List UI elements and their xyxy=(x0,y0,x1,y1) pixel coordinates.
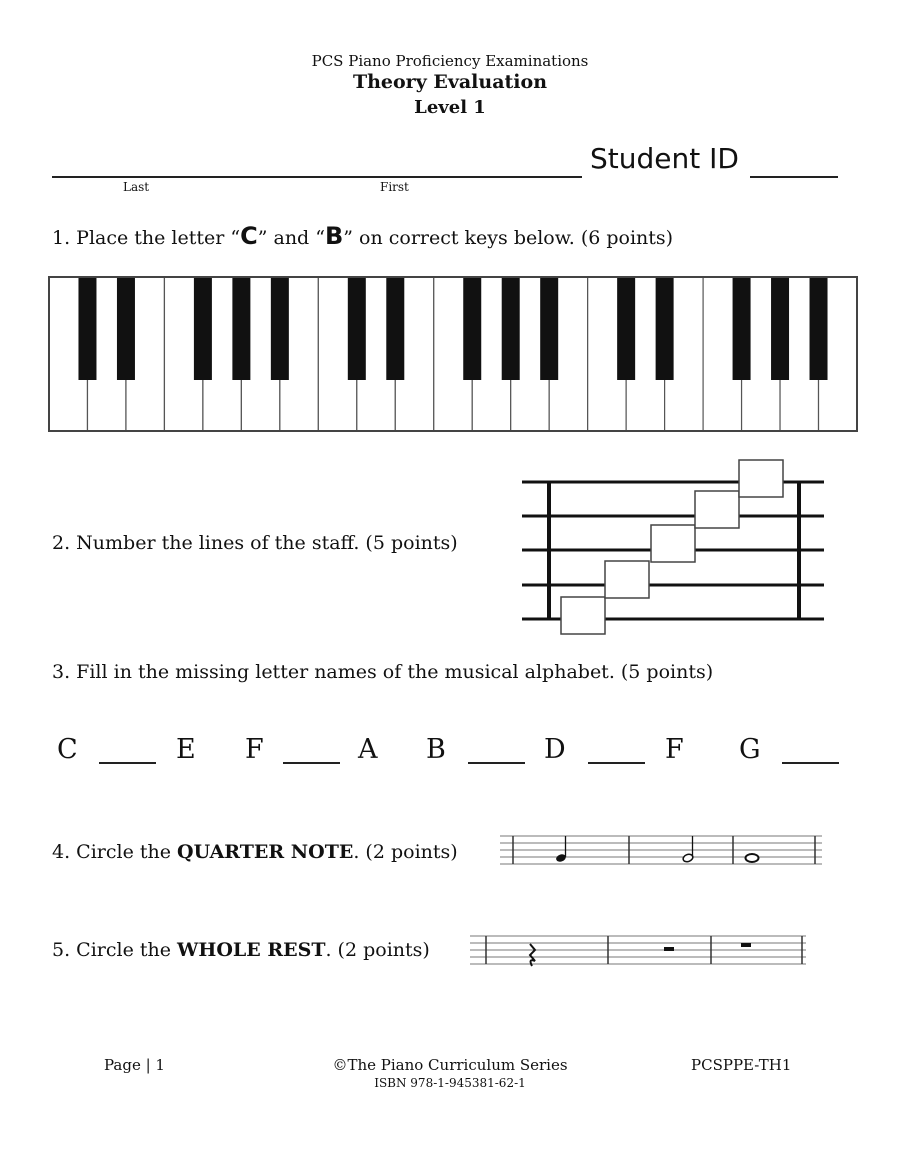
page-title: Theory Evaluation xyxy=(352,71,548,93)
alphabet-letter: D xyxy=(544,734,566,765)
question-5 xyxy=(52,939,430,961)
half-rest xyxy=(664,947,674,951)
alphabet-letter: F xyxy=(245,734,264,765)
student-id-label: Student ID xyxy=(590,142,739,175)
black-key xyxy=(232,277,250,380)
whole-rest xyxy=(741,943,751,947)
question-4 xyxy=(52,841,458,863)
black-key xyxy=(78,277,96,380)
alphabet-blank-2[interactable] xyxy=(283,762,340,764)
note-values-staff xyxy=(500,836,822,864)
document-code: PCSPPE-TH1 xyxy=(691,1056,792,1074)
alphabet-letter: B xyxy=(426,734,446,765)
alphabet-blank-1[interactable] xyxy=(99,762,156,764)
alphabet-letter: G xyxy=(739,734,761,765)
black-key xyxy=(733,277,751,380)
rest-values-staff xyxy=(470,936,806,966)
alphabet-letter: A xyxy=(358,734,378,765)
black-key xyxy=(502,277,520,380)
isbn: ISBN 978-1-945381-62-1 xyxy=(374,1076,526,1090)
alphabet-letter: E xyxy=(176,734,196,765)
black-key xyxy=(348,277,366,380)
black-key xyxy=(540,277,558,380)
question-4-suffix: . (2 points) xyxy=(353,841,458,863)
alphabet-blank-5[interactable] xyxy=(782,762,839,764)
black-key xyxy=(194,277,212,380)
whole-note xyxy=(746,854,759,862)
answer-box xyxy=(605,561,649,598)
alphabet-letter: F xyxy=(665,734,684,765)
black-key xyxy=(810,277,828,380)
black-key xyxy=(271,277,289,380)
black-key xyxy=(771,277,789,380)
black-key xyxy=(656,277,674,380)
question-3: 3. Fill in the missing letter names of the musical alphabet. (5 points) xyxy=(52,661,714,683)
question-2: 2. Number the lines of the staff. (5 points) xyxy=(52,532,458,554)
level-label: Level 1 xyxy=(414,97,486,118)
question-5-prefix: 5. Circle the xyxy=(52,939,178,961)
answer-box xyxy=(739,460,783,497)
question-5-bold: WHOLE REST xyxy=(177,939,326,961)
page-number: Page | 1 xyxy=(104,1056,165,1074)
question-1-prefix: 1. Place the letter “ xyxy=(52,227,241,249)
letter-b: B xyxy=(324,222,344,250)
black-key xyxy=(617,277,635,380)
copyright: ©The Piano Curriculum Series xyxy=(332,1056,568,1074)
question-4-bold: QUARTER NOTE xyxy=(177,841,354,863)
alphabet-blank-3[interactable] xyxy=(468,762,525,764)
question-1-suffix: ” on correct keys below. (6 points) xyxy=(343,227,674,249)
answer-box xyxy=(651,525,695,562)
staff-lines-diagram xyxy=(522,460,824,634)
exam-series-title: PCS Piano Proficiency Examinations xyxy=(311,52,589,70)
quarter-rest xyxy=(530,944,535,966)
alphabet-letter: C xyxy=(57,734,78,765)
question-4-prefix: 4. Circle the xyxy=(52,841,178,863)
alphabet-blank-4[interactable] xyxy=(588,762,645,764)
first-name-label: First xyxy=(380,180,409,194)
black-key xyxy=(463,277,481,380)
piano-keyboard xyxy=(49,277,857,431)
last-name-label: Last xyxy=(123,180,150,194)
black-key xyxy=(386,277,404,380)
letter-c: C xyxy=(240,222,258,250)
answer-box xyxy=(561,597,605,634)
answer-box xyxy=(695,491,739,528)
question-1-middle: ” and “ xyxy=(257,227,325,249)
black-key xyxy=(117,277,135,380)
question-5-suffix: . (2 points) xyxy=(325,939,430,961)
